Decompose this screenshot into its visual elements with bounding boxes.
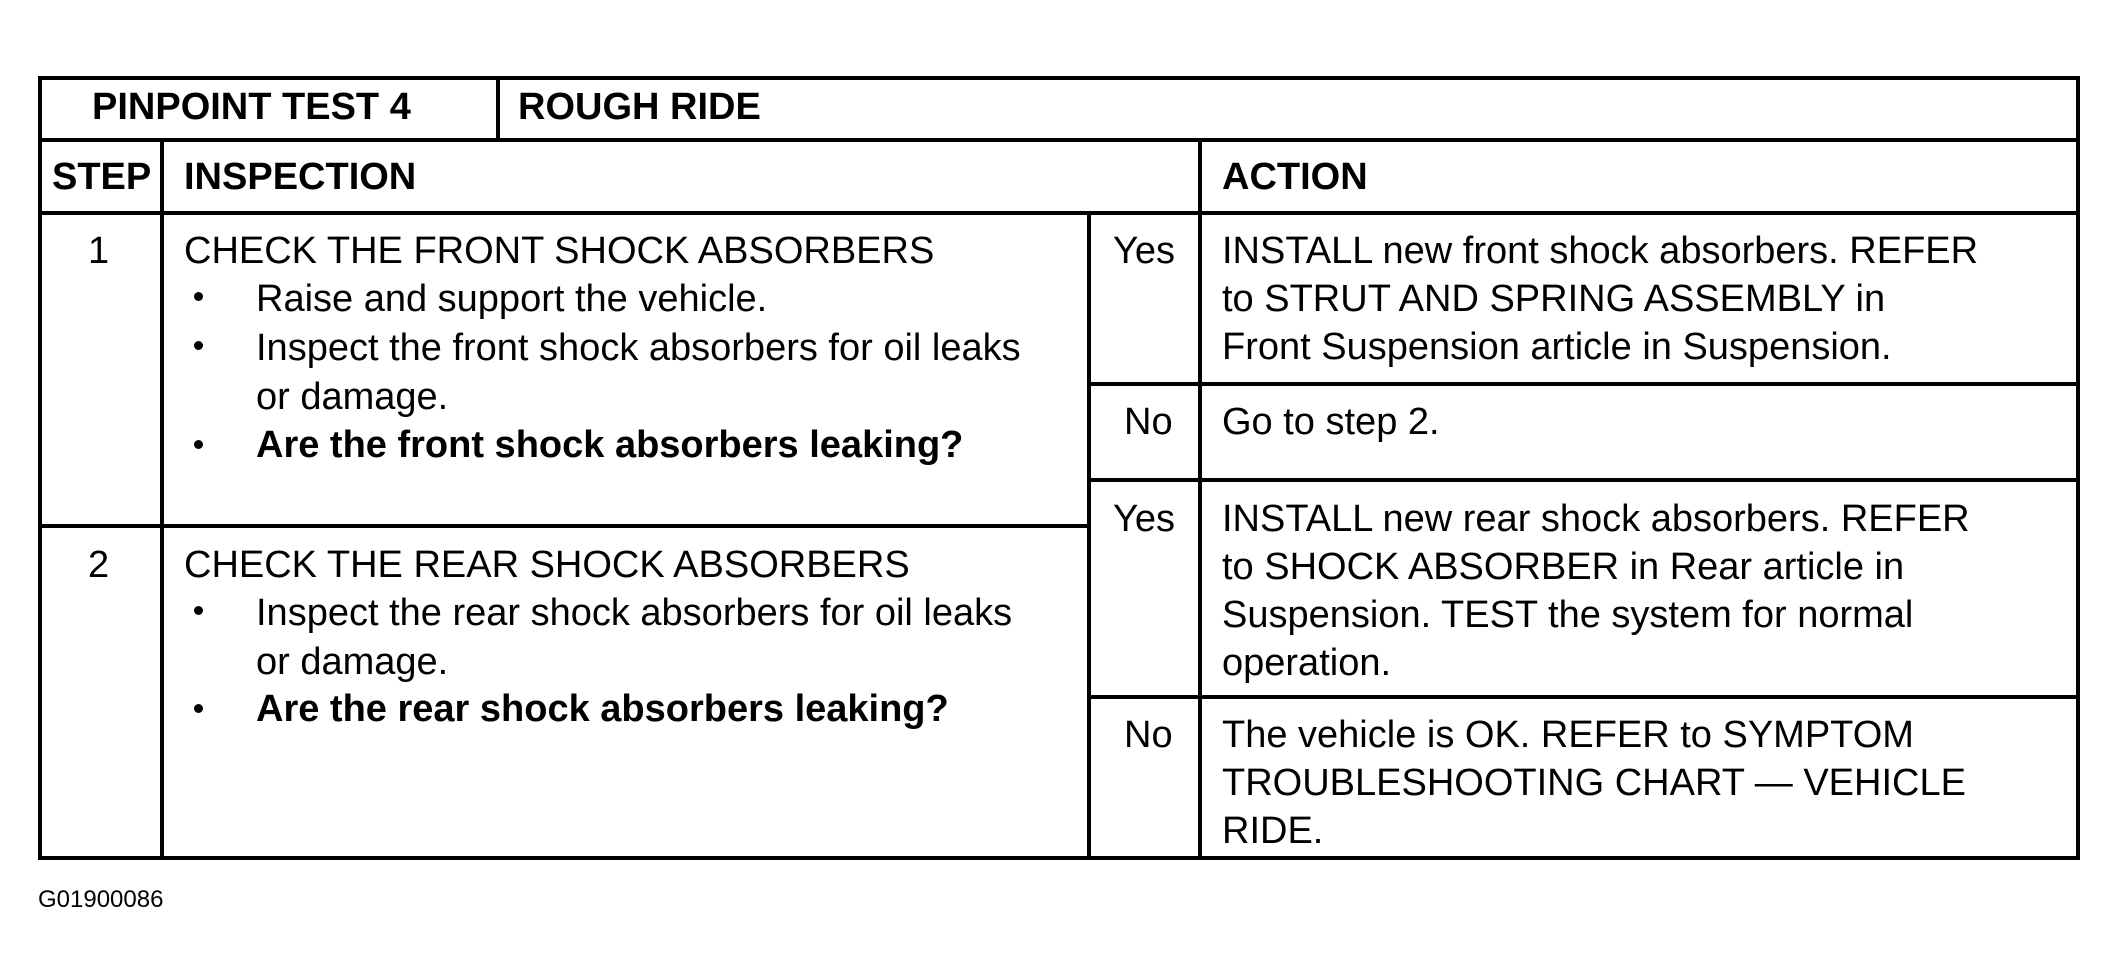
step1-yes-action-line1: INSTALL new front shock absorbers. REFER	[1222, 230, 1979, 272]
step2-no-action-line3: RIDE.	[1222, 810, 1324, 852]
step1-step2-divider	[38, 524, 1091, 528]
frame-top	[38, 76, 2080, 80]
step1-question: Are the front shock absorbers leaking?	[256, 424, 964, 466]
step1-step2-answer-divider	[1087, 478, 2080, 482]
step1-yes-no-divider	[1087, 382, 2080, 386]
step2-no-action-line2: TROUBLESHOOTING CHART — VEHICLE	[1222, 762, 1966, 804]
pinpoint-test-label: PINPOINT TEST 4	[92, 86, 411, 128]
figure-code: G01900086	[38, 886, 164, 913]
step2-no-action-line1: The vehicle is OK. REFER to SYMPTOM	[1222, 714, 1914, 756]
title-row-bottom	[38, 138, 2080, 142]
step2-bullet-2-dot	[194, 704, 203, 713]
step2-yes-label: Yes	[1113, 498, 1175, 540]
step2-yes-action-line2: to SHOCK ABSORBER in Rear article in	[1222, 546, 1905, 588]
step2-bullet-1-text-line2: or damage.	[256, 641, 449, 683]
frame-bottom	[38, 856, 2080, 860]
column-header-bottom	[38, 211, 2080, 215]
step1-no-label: No	[1124, 401, 1173, 443]
step1-yes-action-line3: Front Suspension article in Suspension.	[1222, 326, 1892, 368]
step2-question: Are the rear shock absorbers leaking?	[256, 688, 949, 730]
step2-yes-no-divider	[1087, 695, 2080, 699]
column-header-action: ACTION	[1222, 156, 1368, 198]
step2-yes-action-line4: operation.	[1222, 642, 1392, 684]
step-number-1: 1	[88, 230, 110, 272]
step-column-divider	[160, 138, 164, 858]
action-column-divider	[1198, 138, 1202, 858]
step-number-2: 2	[88, 544, 110, 586]
step1-yes-action-line2: to STRUT AND SPRING ASSEMBLY in	[1222, 278, 1886, 320]
step2-no-label: No	[1124, 714, 1173, 756]
column-header-inspection: INSPECTION	[184, 156, 417, 198]
step2-title: CHECK THE REAR SHOCK ABSORBERS	[184, 544, 910, 586]
pinpoint-test-title: ROUGH RIDE	[518, 86, 761, 128]
answer-column-divider	[1087, 211, 1091, 858]
step1-bullet-1-dot	[194, 292, 203, 301]
frame-right	[2076, 76, 2080, 860]
step1-no-action: Go to step 2.	[1222, 401, 1440, 443]
step1-title: CHECK THE FRONT SHOCK ABSORBERS	[184, 230, 935, 272]
step2-yes-action-line1: INSTALL new rear shock absorbers. REFER	[1222, 498, 1970, 540]
step1-bullet-3-dot	[194, 440, 203, 449]
step1-bullet-2-text-line2: or damage.	[256, 376, 449, 418]
step2-bullet-1-dot	[194, 606, 203, 615]
step1-bullet-1-text: Raise and support the vehicle.	[256, 278, 768, 320]
frame-left	[38, 76, 42, 860]
step2-bullet-1-text-line1: Inspect the rear shock absorbers for oil leaks	[256, 592, 1013, 634]
step2-yes-action-line3: Suspension. TEST the system for normal	[1222, 594, 1914, 636]
step1-bullet-2-dot	[194, 341, 203, 350]
step1-yes-label: Yes	[1113, 230, 1175, 272]
column-header-step: STEP	[52, 156, 152, 198]
title-divider	[496, 76, 500, 140]
step1-bullet-2-text-line1: Inspect the front shock absorbers for oil leaks	[256, 327, 1021, 369]
